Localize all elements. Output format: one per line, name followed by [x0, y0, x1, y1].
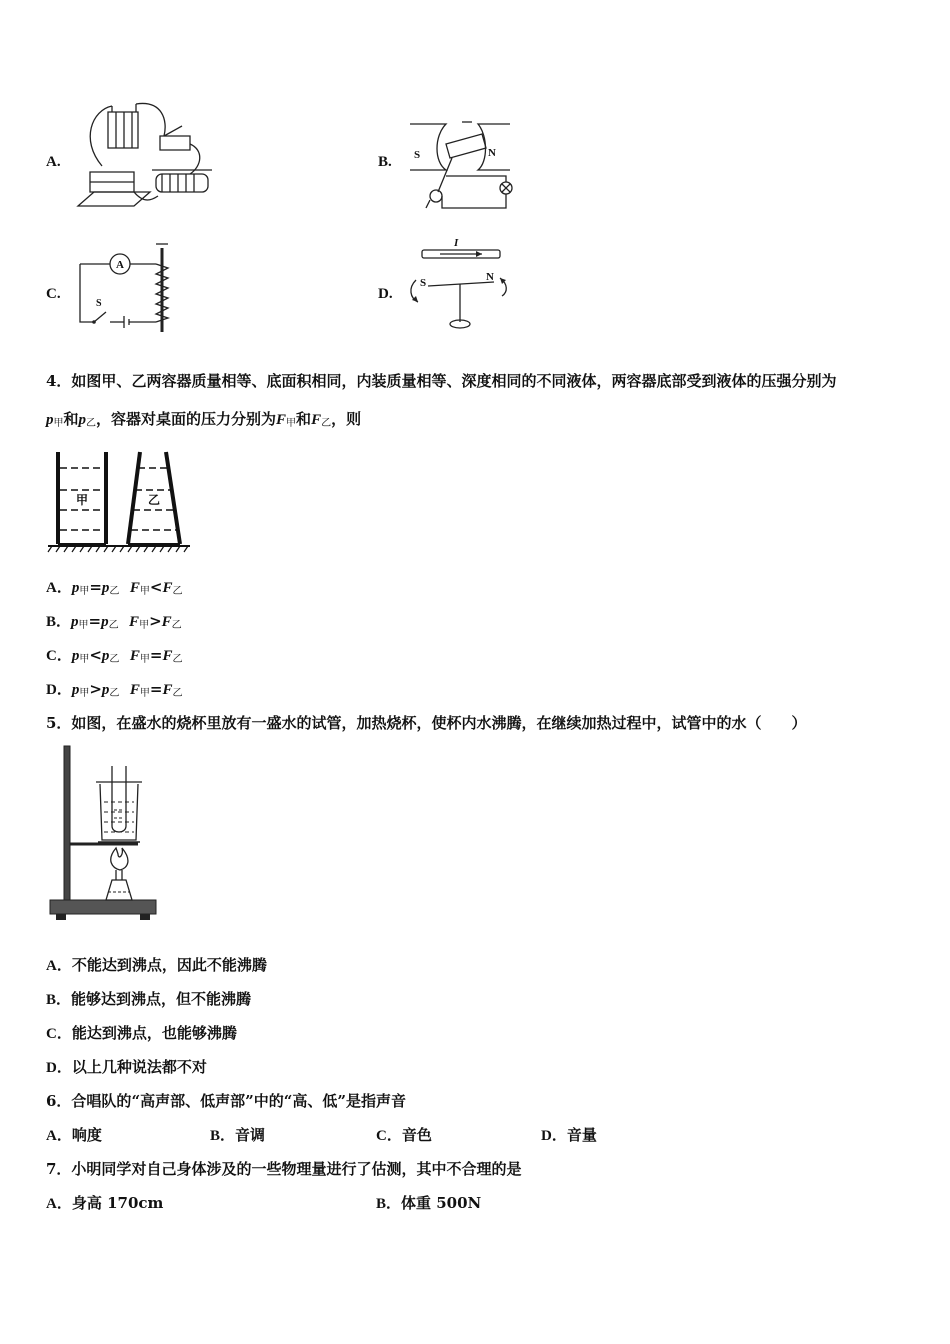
q6-option-a[interactable]: A．响度 [46, 1126, 102, 1144]
q3-b-n-label: N [488, 147, 496, 159]
q3-option-b-letter: B. [378, 154, 392, 170]
q4-option-d[interactable]: D．$p_甲>p_乙$ $F_甲=F_乙$ [46, 680, 183, 699]
q5-option-b[interactable]: B．能够达到沸点，但不能沸腾 [46, 990, 252, 1008]
q3-figure-d-oersted-experiment [404, 236, 514, 336]
q6-option-c[interactable]: C．音色 [376, 1126, 432, 1144]
q3-c-switch-label: S [96, 298, 102, 309]
q3-figure-a-electromagnet-circuit [72, 100, 222, 215]
q4-figure-containers [46, 444, 192, 552]
q3-b-s-label: S [414, 149, 421, 161]
q5-figure-beaker-test-tube [46, 744, 162, 924]
q5-stem: 5．如图，在盛水的烧杯里放有一盛水的试管，加热烧杯，使杯内水沸腾，在继续加热过程中，试管中的水（ ） [46, 714, 807, 732]
q3-option-c-letter: C. [46, 286, 61, 302]
q7-option-a[interactable]: A．身高 170cm [46, 1194, 164, 1212]
q3-d-n-label: N [486, 271, 494, 283]
q6-stem: 6．合唱队的“高声部、低声部”中的“高、低”是指声音 [46, 1092, 406, 1110]
q4-option-b[interactable]: B．$p_甲=p_乙$ $F_甲>F_乙$ [46, 612, 182, 631]
q3-option-d-letter: D. [378, 286, 393, 302]
q6-option-d[interactable]: D．音量 [541, 1126, 597, 1144]
q5-option-a[interactable]: A．不能达到沸点，因此不能沸腾 [46, 956, 267, 974]
q6-option-b[interactable]: B．音调 [210, 1126, 266, 1144]
q3-figure-c-coil-circuit [76, 244, 176, 336]
q3-c-ammeter-label: A [116, 259, 124, 271]
q3-figure-b-generator [406, 118, 516, 214]
q4-label-yi: 乙 [148, 493, 161, 507]
q5-option-d[interactable]: D．以上几种说法都不对 [46, 1058, 207, 1076]
q7-option-b[interactable]: B．体重 500N [376, 1194, 482, 1212]
q7-stem: 7．小明同学对自己身体涉及的一些物理量进行了估测，其中不合理的是 [46, 1160, 522, 1178]
q3-d-current-label: I [454, 237, 459, 249]
q3-option-a-letter: A. [46, 154, 61, 170]
q4-stem-line1: 4．如图甲、乙两容器质量相等、底面积相同，内装质量相等、深度相同的不同液体，两容器底部受到液体的压强分别为 [46, 372, 837, 390]
q4-option-a[interactable]: A．$p_甲=p_乙$ $F_甲<F_乙$ [46, 578, 183, 597]
q4-label-jia: 甲 [76, 493, 89, 507]
q3-d-s-label: S [420, 277, 427, 289]
q4-option-c[interactable]: C．$p_甲<p_乙$ $F_甲=F_乙$ [46, 646, 183, 665]
q4-stem-line2: $p_甲$和$p_乙$，容器对桌面的压力分别为$F_甲$和$F_乙$，则 [46, 410, 362, 429]
q5-option-c[interactable]: C．能达到沸点，也能够沸腾 [46, 1024, 237, 1042]
